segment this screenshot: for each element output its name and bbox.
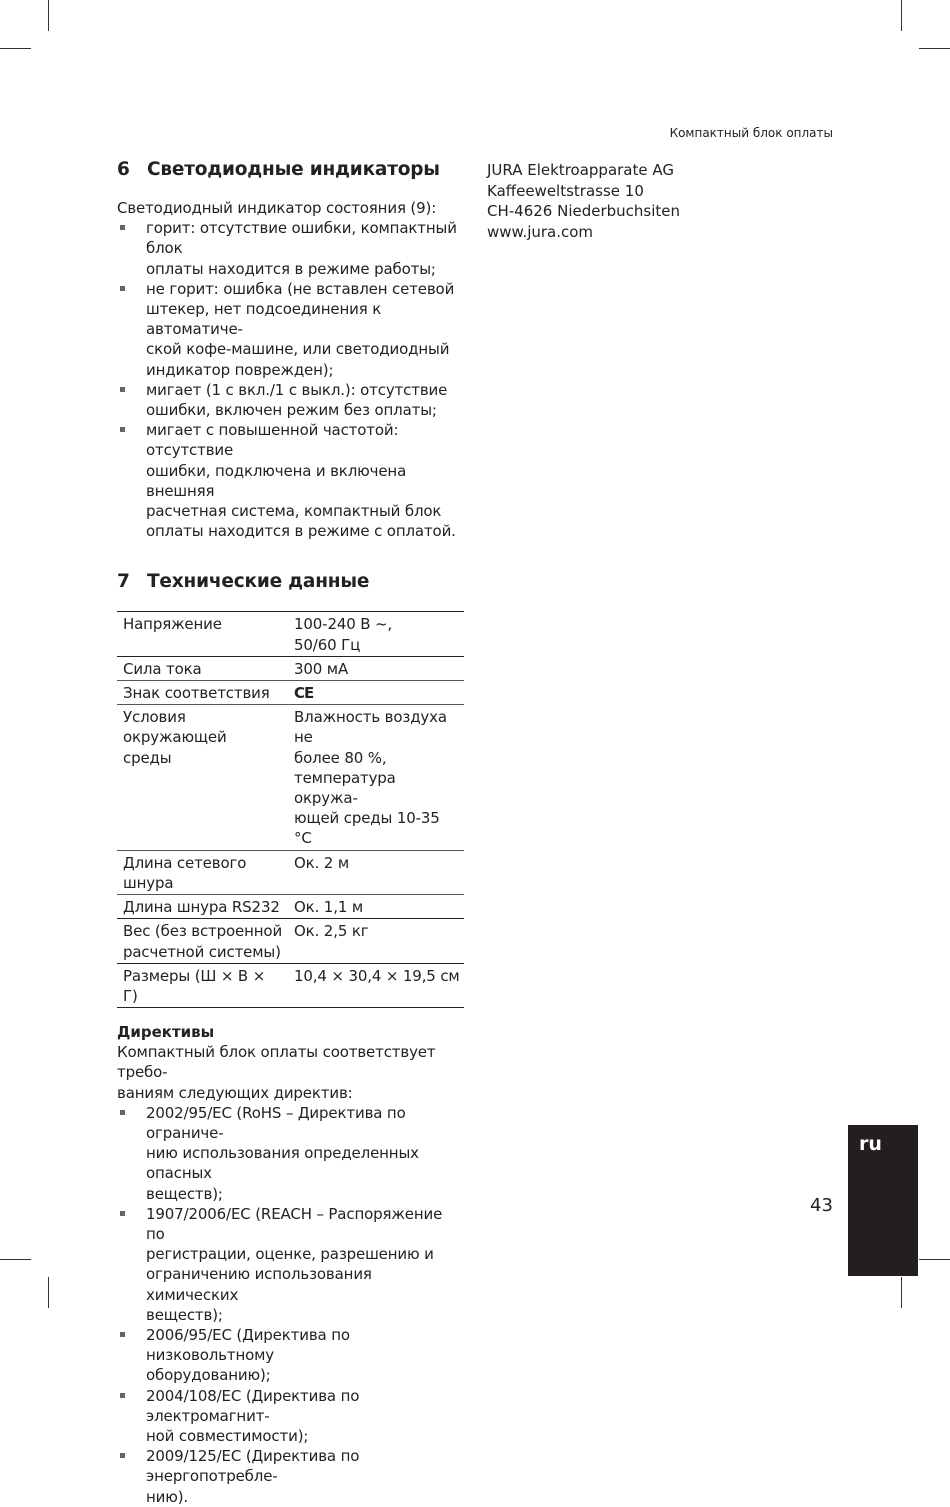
crop-mark [901,1277,902,1308]
street: Kaffeeweltstrasse 10 [487,181,644,200]
language-tab [848,1125,918,1276]
crop-mark [48,1277,49,1308]
table-row: Длина шнура RS232 Ок. 1,1 м [117,895,464,919]
crop-mark [919,1259,950,1260]
language-code: ru [859,1133,882,1155]
list-item: мигает с повышенной частотой: отсутствие ошибки, подключена и включена внешняя расчетная система, компактный блок оплаты находится в режиме с оплатой. [117,420,465,541]
city: CH-4626 Niederbuchsiten [487,202,681,220]
table-row: Длина сетевого шнура Ок. 2 м [117,850,464,894]
crop-mark [48,0,49,31]
crop-mark [0,48,31,49]
ce-mark-icon: CE [294,684,314,703]
crop-mark [901,0,902,31]
list-item: 2004/108/EC (Директива по электромагнит- ной совместимости); [117,1386,465,1447]
crop-mark [0,1259,31,1260]
tech-data-table [117,611,464,1008]
list-item: не горит: ошибка (не вставлен сетевой штекер, нет подсоединения к автоматиче- ской кофе-машине, или светодиодный индикатор поврежден); [117,279,465,380]
list-item: 2002/95/EC (RoHS – Директива по ограниче- нию использования определенных опасных веществ); [117,1103,465,1204]
directives-list [117,1103,465,1507]
table-row: Условия окружающей среды Влажность воздуха не более 80 %, температура окружа- ющей среды 10-35 °C [117,705,464,850]
left-column [117,156,465,1507]
list-item: мигает (1 с вкл./1 с выкл.): отсутствие ошибки, включен режим без оплаты; [117,380,465,420]
company-name: JURA Elektroapparate AG [487,161,674,179]
website-link[interactable]: www.jura.com [487,222,594,241]
section-number: 6 [117,159,130,180]
directives-heading: Директивы [117,1023,215,1042]
crop-mark [919,48,950,49]
led-list [117,218,465,541]
running-header: Компактный блок оплаты [669,126,833,140]
section-title: Светодиодные индикаторы [147,159,440,180]
table-row: Напряжение 100-240 В ~, 50/60 Гц [117,612,464,656]
table-row: Размеры (Ш × В × Г) 10,4 × 30,4 × 19,5 см [117,963,464,1007]
address-block [487,160,747,242]
list-item: 2009/125/EC (Директива по энергопотребле- нию). [117,1446,465,1507]
section-6-heading [117,156,465,184]
list-item: горит: отсутствие ошибки, компактный блок оплаты находится в режиме работы; [117,218,465,279]
table-row: Вес (без встроенной расчетной системы) Ок. 2,5 кг [117,919,464,963]
list-item: 1907/2006/EC (REACH – Распоряжение по регистрации, оценке, разрешению и ограничению использования химических веществ); [117,1204,465,1325]
led-intro: Светодиодный индикатор состояния (9): [117,199,437,217]
table-row: Знак соответствия CE [117,681,464,705]
section-number: 7 [117,571,130,593]
list-item: 2006/95/EC (Директива по низковольтному оборудованию); [117,1325,465,1386]
directives-intro: Компактный блок оплаты соответствует требо- ваниям следующих директив: [117,1043,436,1102]
table-row: Сила тока 300 мА [117,656,464,680]
page-number: 43 [810,1195,833,1216]
section-title: Технические данные [147,571,370,593]
section-7-heading [117,568,465,596]
